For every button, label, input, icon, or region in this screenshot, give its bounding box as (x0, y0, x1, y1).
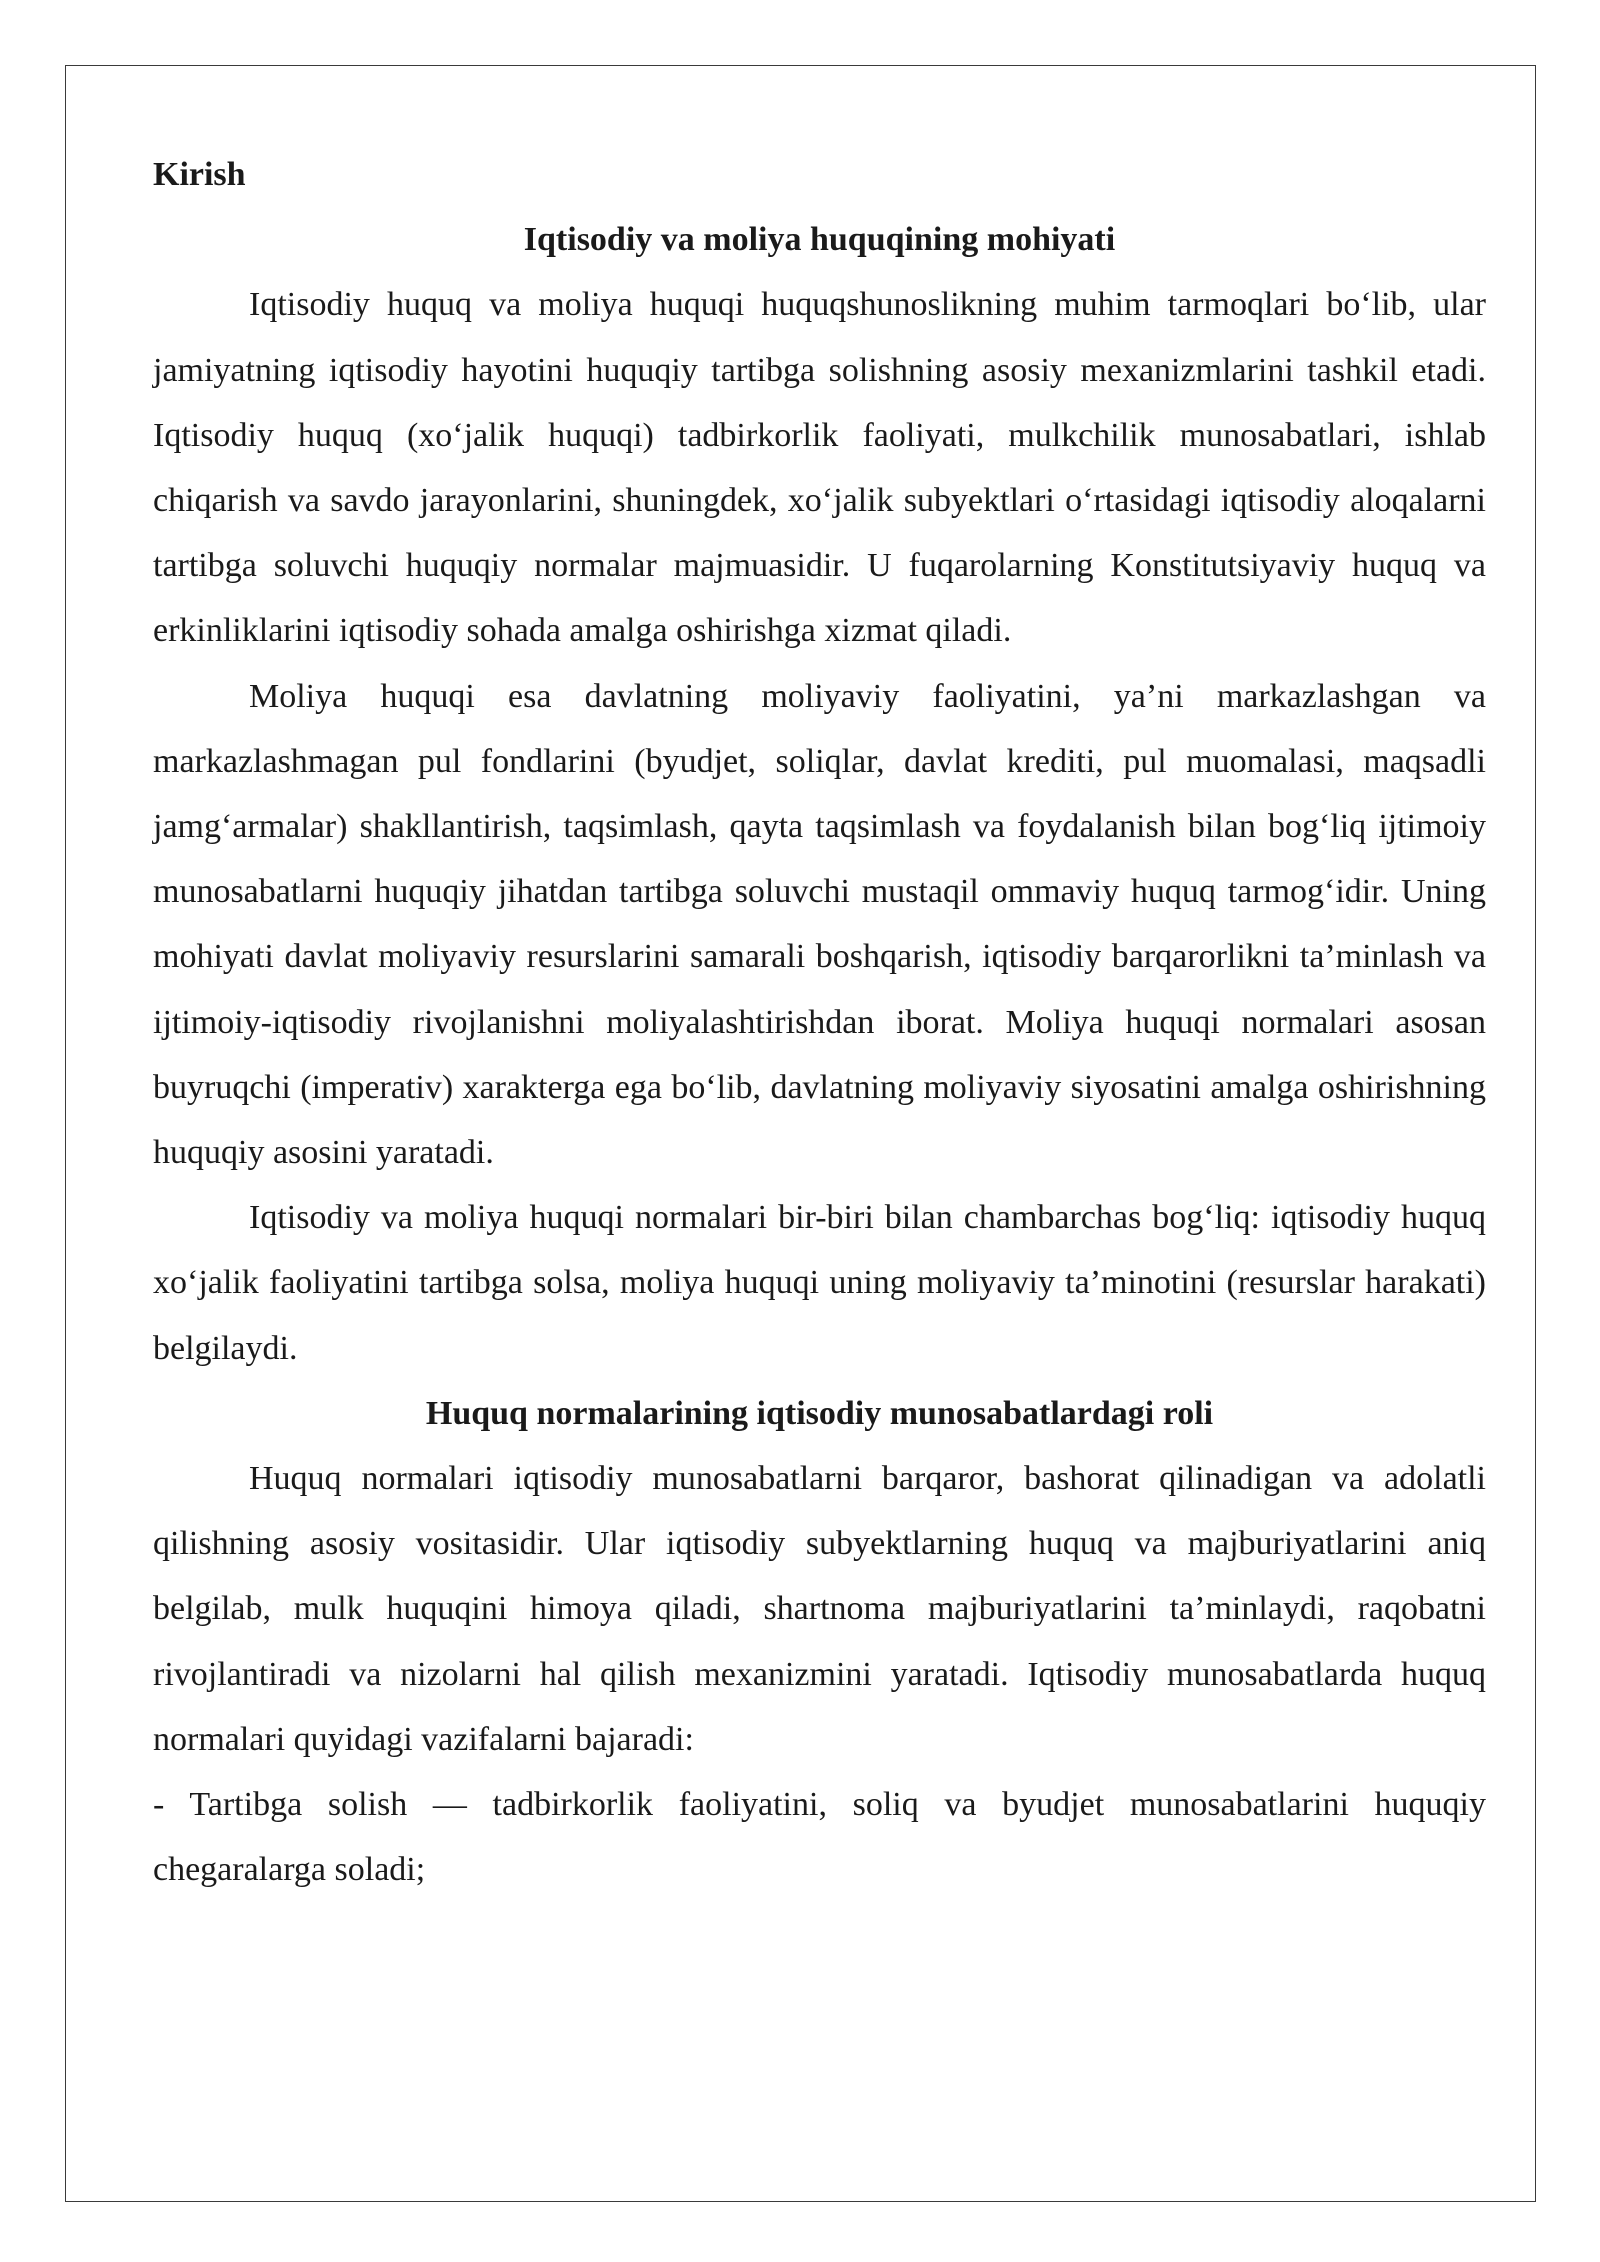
paragraph: Iqtisodiy va moliya huquqi normalari bir-biri bilan chambarchas bog‘liq: iqtisodiy huquq xo‘jalik faoliyatini tartibga solsa, moliya huquqi uning moliyaviy ta’minotini (resurslar harakati) belgilaydi. (153, 1199, 1486, 1367)
paragraph: Huquq normalari iqtisodiy munosabatlarni barqaror, bashorat qilinadigan va adolatli qilishning asosiy vositasidir. Ular iqtisodiy subyektlarning huquq va majburiyatlarini aniq belgilab, mulk huquqini himoya qiladi, shartnoma majburiyatlarini ta’minlaydi, raqobatni rivojlantiradi va nizolarni hal qilish mexanizmini yaratadi. Iqtisodiy munosabatlarda huquq normalari quyidagi vazifalarni bajaradi: (153, 1460, 1486, 1758)
paragraph: Iqtisodiy huquq va moliya huquqi huquqshunoslikning muhim tarmoqlari bo‘lib, ular jamiyatning iqtisodiy hayotini huquqiy tartibga solishning asosiy mexanizmlarini tashkil etadi. Iqtisodiy huquq (xo‘jalik huquqi) tadbirkorlik faoliyati, mulkchilik munosabatlari, ishlab chiqarish va savdo jarayonlarini, shuningdek, xo‘jalik subyektlari o‘rtasidagi iqtisodiy aloqalarni tartibga soluvchi huquqiy normalar majmuasidir. U fuqarolarning Konstitutsiyaviy huquq va erkinliklarini iqtisodiy sohada amalga oshirishga xizmat qiladi. (153, 286, 1486, 650)
paragraph: Moliya huquqi esa davlatning moliyaviy faoliyatini, ya’ni markazlashgan va markazlashmagan pul fondlarini (byudjet, soliqlar, davlat krediti, pul muomalasi, maqsadli jamg‘armalar) shakllantirish, taqsimlash, qayta taqsimlash va foydalanish bilan bog‘liq ijtimoiy munosabatlarni huquqiy jihatdan tartibga soluvchi mustaqil ommaviy huquq tarmog‘idir. Uning mohiyati davlat moliyaviy resurslarini samarali boshqarish, iqtisodiy barqarorlikni ta’minlash va ijtimoiy-iqtisodiy rivojlanishni moliyalashtirishdan iborat. Moliya huquqi normalari asosan buyruqchi (imperativ) xarakterga ega bo‘lib, davlatning moliyaviy siyosatini amalga oshirishning huquqiy asosini yaratadi. (153, 677, 1486, 1172)
list-item: - Tartibga solish — tadbirkorlik faoliyatini, soliq va byudjet munosabatlarini huquqiy chegaralarga soladi; (153, 1786, 1486, 1889)
document-body (153, 142, 1486, 1902)
section-heading-2: Huquq normalarining iqtisodiy munosabatlardagi roli (425, 1394, 1214, 1432)
section-heading-1: Iqtisodiy va moliya huquqining mohiyati (523, 221, 1116, 259)
section-label: Kirish (153, 156, 246, 193)
